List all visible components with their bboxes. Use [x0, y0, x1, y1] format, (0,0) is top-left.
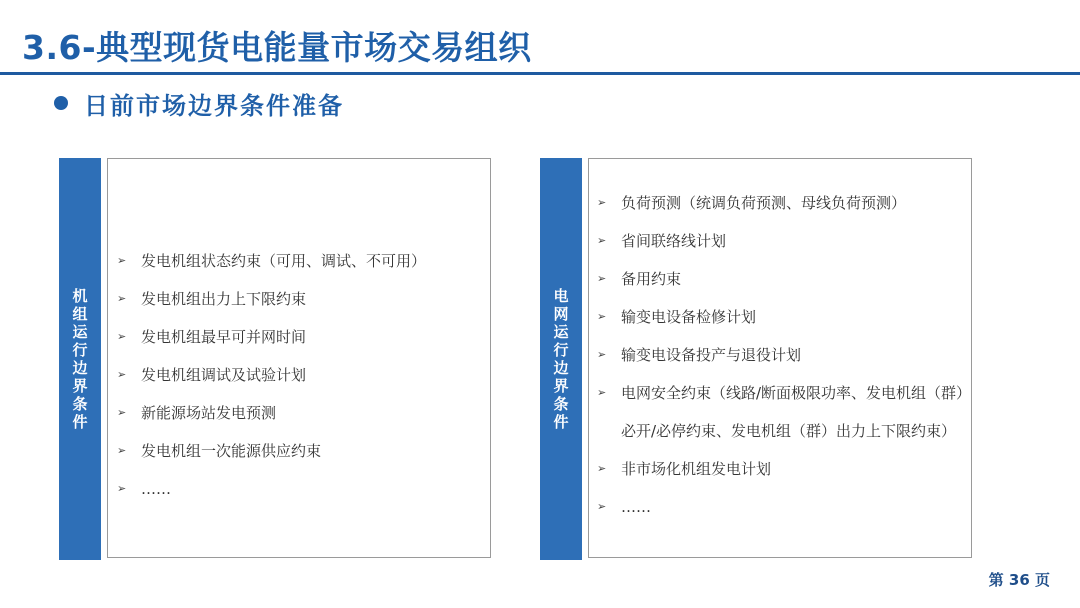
- panel-side-label: 电网运行边界条件: [553, 287, 569, 431]
- list-item: [117, 242, 487, 280]
- list-item: [117, 432, 487, 470]
- list-item: [117, 318, 487, 356]
- slide-title: 3.6-典型现货电能量市场交易组织: [22, 28, 532, 67]
- list-item: [597, 260, 969, 298]
- grid-boundary-panel: [540, 158, 974, 560]
- subheading: [54, 86, 344, 120]
- list-item: [597, 450, 969, 488]
- arrow-bullet-icon: ➢: [117, 292, 127, 305]
- list-item-text: 新能源场站发电预测: [141, 404, 277, 422]
- arrow-bullet-icon: ➢: [117, 444, 127, 457]
- arrow-bullet-icon: ➢: [597, 386, 607, 399]
- arrow-bullet-icon: ➢: [117, 406, 127, 419]
- page-number: 第 36 页: [988, 571, 1050, 589]
- list-item-text: 发电机组调试及试验计划: [141, 366, 307, 384]
- arrow-bullet-icon: ➢: [597, 310, 607, 323]
- panel-content-box: [588, 158, 972, 558]
- arrow-bullet-icon: ➢: [597, 462, 607, 475]
- condition-list: [117, 242, 487, 508]
- unit-boundary-panel: [59, 158, 493, 560]
- list-item: [117, 470, 487, 508]
- list-item: [597, 222, 969, 260]
- panel-side-label: 机组运行边界条件: [72, 287, 88, 431]
- list-item: [597, 184, 969, 222]
- arrow-bullet-icon: ➢: [597, 500, 607, 513]
- list-item: [597, 298, 969, 336]
- title-divider: [0, 72, 1080, 75]
- list-item-text: 发电机组状态约束（可用、调试、不可用）: [141, 252, 427, 270]
- arrow-bullet-icon: ➢: [117, 482, 127, 495]
- list-item: [117, 356, 487, 394]
- list-item-text: 备用约束: [621, 270, 682, 288]
- list-item-text: 发电机组最早可并网时间: [141, 328, 307, 346]
- panel-side-bar: [59, 158, 101, 560]
- list-item-text: 电网安全约束（线路/断面极限功率、发电机组（群）必开/必停约束、发电机组（群）出力上下限约束）: [621, 384, 964, 440]
- list-item: [117, 394, 487, 432]
- list-item-text: 输变电设备投产与退役计划: [621, 346, 802, 364]
- list-item-text: 输变电设备检修计划: [621, 308, 757, 326]
- arrow-bullet-icon: ➢: [597, 234, 607, 247]
- list-item-text: 发电机组一次能源供应约束: [141, 442, 322, 460]
- filled-circle-icon: [54, 96, 68, 110]
- panel-content-box: [107, 158, 491, 558]
- panel-side-bar: [540, 158, 582, 560]
- subheading-text: 日前市场边界条件准备: [84, 91, 344, 120]
- condition-list: [597, 184, 969, 526]
- list-item-text: 发电机组出力上下限约束: [141, 290, 307, 308]
- list-item: [597, 488, 969, 526]
- arrow-bullet-icon: ➢: [597, 196, 607, 209]
- arrow-bullet-icon: ➢: [117, 254, 127, 267]
- list-item-text: 省间联络线计划: [621, 232, 727, 250]
- list-item: [597, 374, 969, 450]
- list-item-text: 非市场化机组发电计划: [621, 460, 772, 478]
- list-item-text: ……: [621, 498, 651, 516]
- list-item: [117, 280, 487, 318]
- arrow-bullet-icon: ➢: [117, 368, 127, 381]
- list-item-text: ……: [141, 480, 171, 498]
- arrow-bullet-icon: ➢: [597, 272, 607, 285]
- arrow-bullet-icon: ➢: [597, 348, 607, 361]
- arrow-bullet-icon: ➢: [117, 330, 127, 343]
- list-item: [597, 336, 969, 374]
- list-item-text: 负荷预测（统调负荷预测、母线负荷预测）: [621, 194, 907, 212]
